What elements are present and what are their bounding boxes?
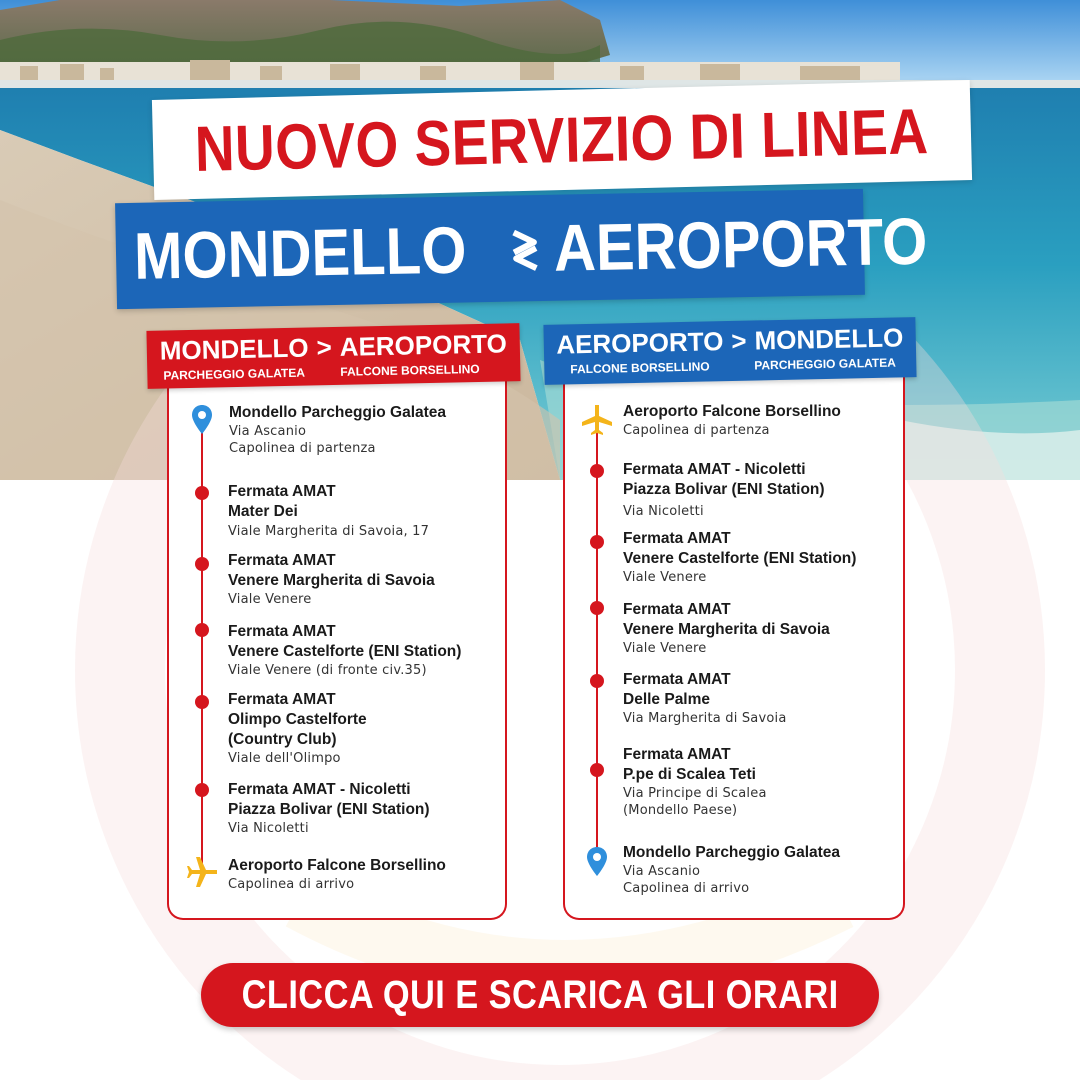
- right-stop-6: [623, 745, 767, 819]
- stop-detail: Capolinea di partenza: [623, 423, 770, 438]
- stop-title: Mondello Parcheggio Galatea: [229, 404, 447, 421]
- right-sub-to: PARCHEGGIO GALATEA: [754, 355, 896, 373]
- stop-title: (Country Club): [228, 731, 337, 748]
- left-header-to: AEROPORTO: [339, 328, 508, 362]
- left-sub-from: PARCHEGGIO GALATEA: [163, 365, 306, 383]
- stop-title: P.pe di Scalea Teti: [623, 766, 756, 783]
- stop-dot-icon: [590, 763, 604, 777]
- stop-title: Piazza Bolivar (ENI Station): [623, 481, 825, 498]
- right-stop-1: [623, 402, 841, 439]
- stop-detail: Via Ascanio: [229, 424, 307, 439]
- stop-detail: Capolinea di arrivo: [623, 881, 750, 896]
- stop-title: Aeroporto Falcone Borsellino: [623, 403, 841, 420]
- stop-title: Fermata AMAT: [228, 691, 336, 708]
- right-stop-5: [623, 670, 787, 727]
- stop-title: Venere Castelforte (ENI Station): [623, 550, 857, 567]
- stop-title: Piazza Bolivar (ENI Station): [228, 801, 430, 818]
- stop-title: Fermata AMAT: [623, 530, 731, 547]
- left-stop-7: [228, 856, 446, 893]
- stop-detail: Viale Venere: [228, 592, 312, 607]
- stop-title: Fermata AMAT: [623, 746, 731, 763]
- left-stop-3: [228, 551, 435, 608]
- stop-title: Fermata AMAT: [623, 671, 731, 688]
- headline-route-from: MONDELLO: [133, 212, 468, 293]
- stop-title: Delle Palme: [623, 691, 711, 708]
- route-arrows-icon: [505, 218, 546, 279]
- stop-dot-icon: [195, 557, 209, 571]
- stop-detail: (Mondello Paese): [623, 803, 738, 818]
- left-column-header: [146, 323, 520, 389]
- airplane-icon: [580, 403, 614, 441]
- stop-title: Fermata AMAT - Nicoletti: [228, 781, 411, 798]
- left-header-from: MONDELLO: [159, 332, 309, 366]
- right-stop-7: [623, 843, 840, 897]
- stop-detail: Viale Margherita di Savoia, 17: [228, 524, 430, 539]
- stop-title: Mater Dei: [228, 503, 298, 520]
- stop-dot-icon: [590, 674, 604, 688]
- left-header-separator: >: [316, 332, 333, 363]
- headline-route-to: AEROPORTO: [552, 203, 928, 285]
- stop-title: Fermata AMAT: [228, 483, 336, 500]
- download-schedule-button[interactable]: [201, 963, 879, 1027]
- stop-dot-icon: [195, 695, 209, 709]
- left-stop-6: [228, 780, 430, 837]
- stop-detail: Viale Venere: [623, 570, 707, 585]
- left-stop-4: [228, 622, 461, 679]
- location-pin-icon: [191, 404, 213, 440]
- right-stop-3: [623, 529, 856, 586]
- headline-title-banner: [152, 80, 972, 200]
- stop-detail: Viale dell'Olimpo: [228, 751, 341, 766]
- right-stop-2: [623, 460, 825, 520]
- right-header-from: AEROPORTO: [555, 326, 724, 360]
- headline-title: NUOVO SERVIZIO DI LINEA: [194, 95, 930, 185]
- stop-detail: Via Principe di Scalea: [623, 786, 767, 801]
- left-stop-5: [228, 690, 367, 767]
- stop-title: Fermata AMAT: [623, 601, 731, 618]
- stop-detail: Via Nicoletti: [623, 504, 704, 519]
- stop-title: Aeroporto Falcone Borsellino: [228, 857, 446, 874]
- left-stop-2: [228, 482, 429, 540]
- stop-dot-icon: [590, 601, 604, 615]
- stop-dot-icon: [195, 623, 209, 637]
- right-stop-4: [623, 600, 830, 657]
- right-column-header: [543, 317, 916, 385]
- left-sub-to: FALCONE BORSELLINO: [340, 361, 480, 379]
- right-route-line: [596, 432, 598, 852]
- stop-title: Venere Margherita di Savoia: [623, 621, 830, 638]
- stop-detail: Via Ascanio: [623, 864, 701, 879]
- stop-title: Mondello Parcheggio Galatea: [623, 844, 841, 861]
- stop-title: Fermata AMAT: [228, 552, 336, 569]
- airplane-icon: [185, 855, 219, 893]
- left-stop-1: [229, 403, 446, 457]
- download-schedule-label: CLICCA QUI E SCARICA GLI ORARI: [241, 972, 839, 1017]
- stop-title: Venere Castelforte (ENI Station): [228, 643, 462, 660]
- stop-title: Olimpo Castelforte: [228, 711, 367, 728]
- stop-detail: Via Nicoletti: [228, 821, 309, 836]
- stop-dot-icon: [195, 486, 209, 500]
- stop-detail: Viale Venere: [623, 641, 707, 656]
- headline-route-banner: [115, 189, 928, 309]
- right-header-separator: >: [731, 325, 747, 356]
- stop-dot-icon: [195, 783, 209, 797]
- right-sub-from: FALCONE BORSELLINO: [570, 359, 710, 377]
- stop-detail: Capolinea di partenza: [229, 441, 376, 456]
- stop-title: Venere Margherita di Savoia: [228, 572, 435, 589]
- stop-title: Fermata AMAT: [228, 623, 336, 640]
- stop-dot-icon: [590, 464, 604, 478]
- stop-detail: Via Margherita di Savoia: [623, 711, 787, 726]
- stop-detail: Viale Venere (di fronte civ.35): [228, 663, 427, 678]
- stop-detail: Capolinea di arrivo: [228, 877, 355, 892]
- right-header-to: MONDELLO: [754, 322, 904, 356]
- location-pin-icon: [586, 846, 608, 882]
- stop-title: Fermata AMAT - Nicoletti: [623, 461, 806, 478]
- stop-dot-icon: [590, 535, 604, 549]
